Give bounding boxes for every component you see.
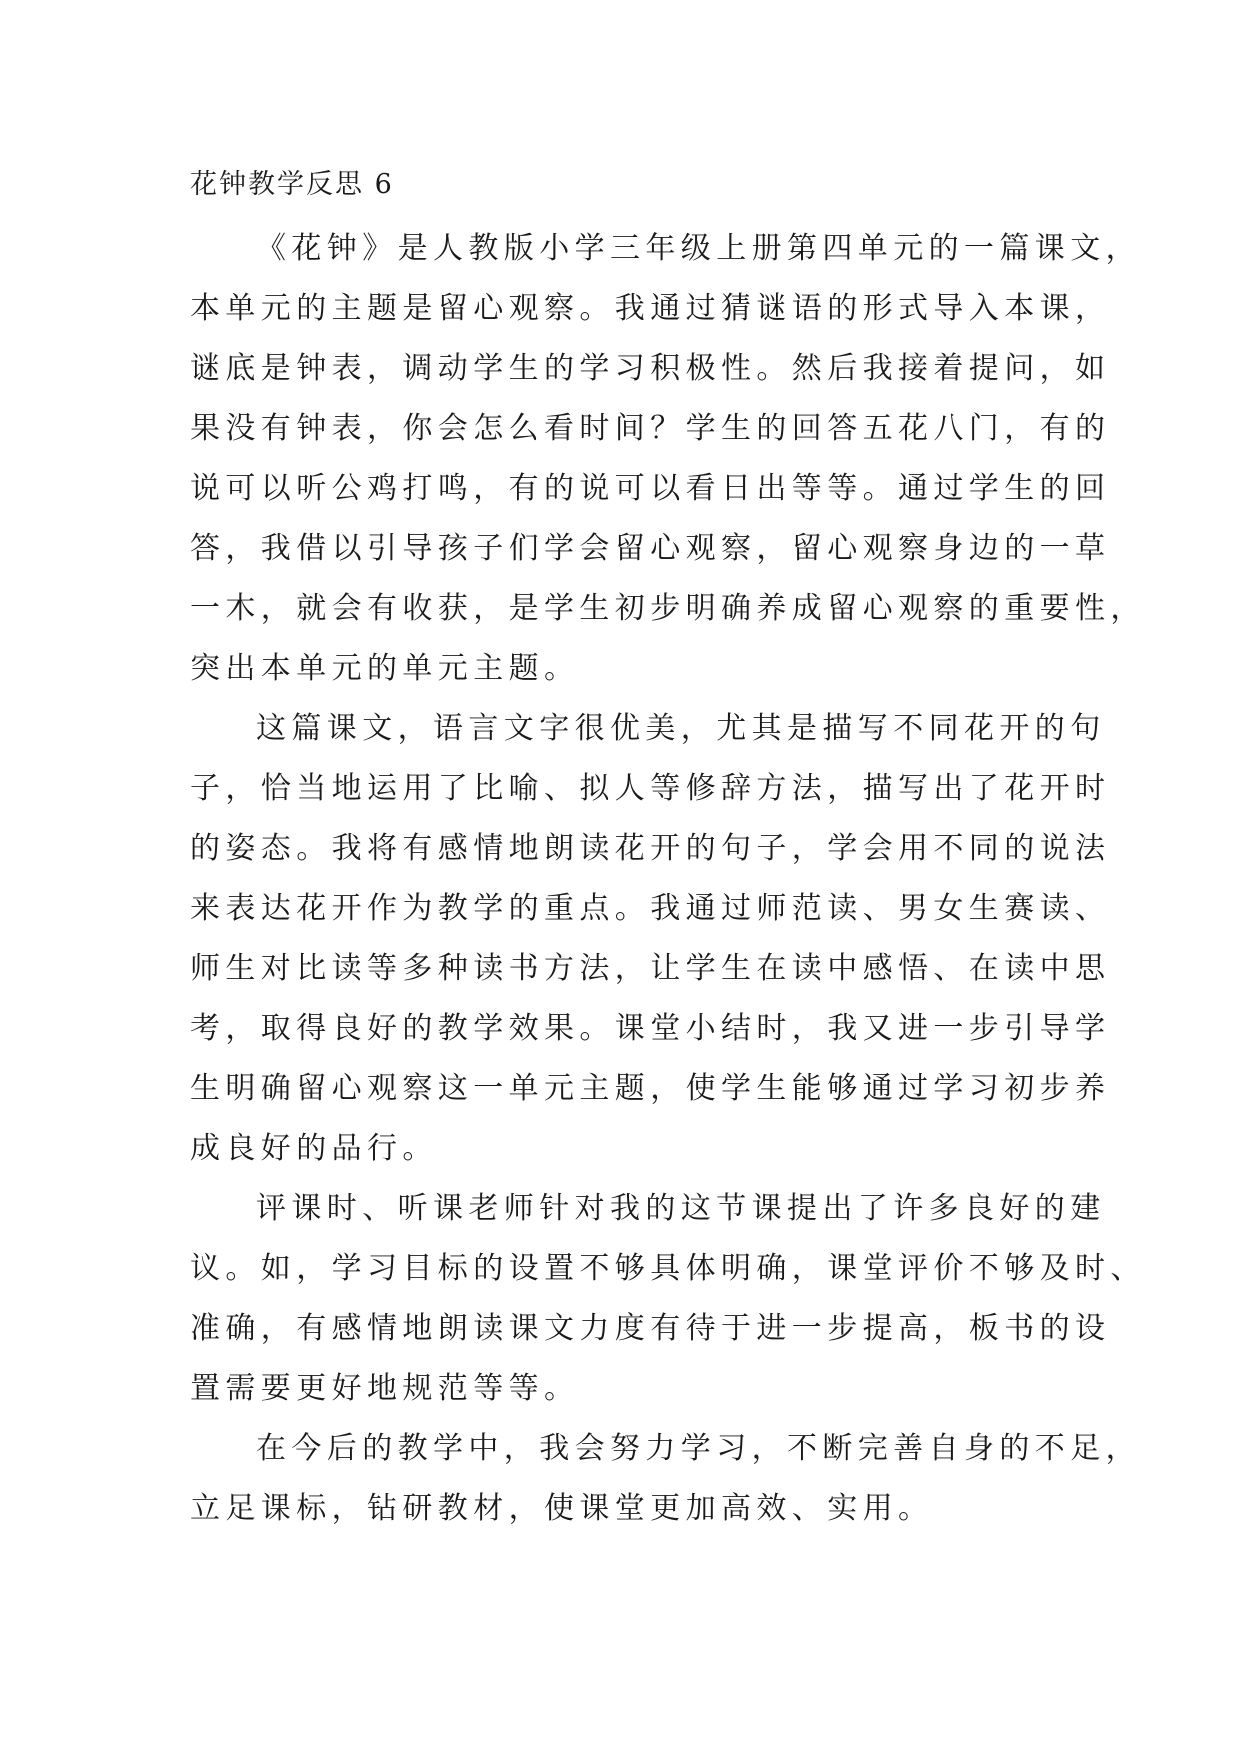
text-line: 立足课标，钻研教材，使课堂更加高效、实用。: [190, 1491, 934, 1526]
text-line: 这篇课文，语言文字很优美，尤其是描写不同花开的句: [256, 711, 1106, 746]
text-line: 一木，就会有收获，是学生初步明确养成留心观察的重要性，: [190, 591, 1146, 626]
text-line: 准确，有感情地朗读课文力度有待于进一步提高，板书的设: [190, 1311, 1111, 1346]
text-line: 生明确留心观察这一单元主题，使学生能够通过学习初步养: [190, 1071, 1111, 1106]
text-line: 突出本单元的单元主题。: [190, 651, 580, 686]
text-line: 说可以听公鸡打鸣，有的说可以看日出等等。通过学生的回: [190, 471, 1111, 506]
text-line: 评课时、听课老师针对我的这节课提出了许多良好的建: [256, 1191, 1106, 1226]
text-line: 谜底是钟表，调动学生的学习积极性。然后我接着提问，如: [190, 351, 1111, 386]
text-line: 的姿态。我将有感情地朗读花开的句子，学会用不同的说法: [190, 831, 1111, 866]
text-line: 师生对比读等多种读书方法，让学生在读中感悟、在读中思: [190, 951, 1111, 986]
text-line: 本单元的主题是留心观察。我通过猜谜语的形式导入本课，: [190, 291, 1111, 326]
paragraph-1: [190, 219, 1146, 699]
text-line: 置需要更好地规范等等。: [190, 1371, 580, 1406]
text-line: 子，恰当地运用了比喻、拟人等修辞方法，描写出了花开时: [190, 771, 1111, 806]
text-line: 答，我借以引导孩子们学会留心观察，留心观察身边的一草: [190, 531, 1111, 566]
paragraph-2: [190, 699, 1111, 1179]
text-line: 在今后的教学中，我会努力学习，不断完善自身的不足，: [256, 1431, 1141, 1466]
paragraph-4: [190, 1419, 1141, 1539]
text-line: 成良好的品行。: [190, 1131, 438, 1166]
paragraph-3: [190, 1179, 1146, 1419]
text-line: 考，取得良好的教学效果。课堂小结时，我又进一步引导学: [190, 1011, 1111, 1046]
text-line: 果没有钟表，你会怎么看时间？学生的回答五花八门，有的: [190, 411, 1111, 446]
document-title: 花钟教学反思 6: [190, 169, 394, 200]
text-line: 来表达花开作为教学的重点。我通过师范读、男女生赛读、: [190, 891, 1111, 926]
text-line: 议。如，学习目标的设置不够具体明确，课堂评价不够及时、: [190, 1251, 1146, 1286]
text-line: 《花钟》是人教版小学三年级上册第四单元的一篇课文，: [256, 231, 1141, 266]
document-body: [190, 219, 1146, 1539]
